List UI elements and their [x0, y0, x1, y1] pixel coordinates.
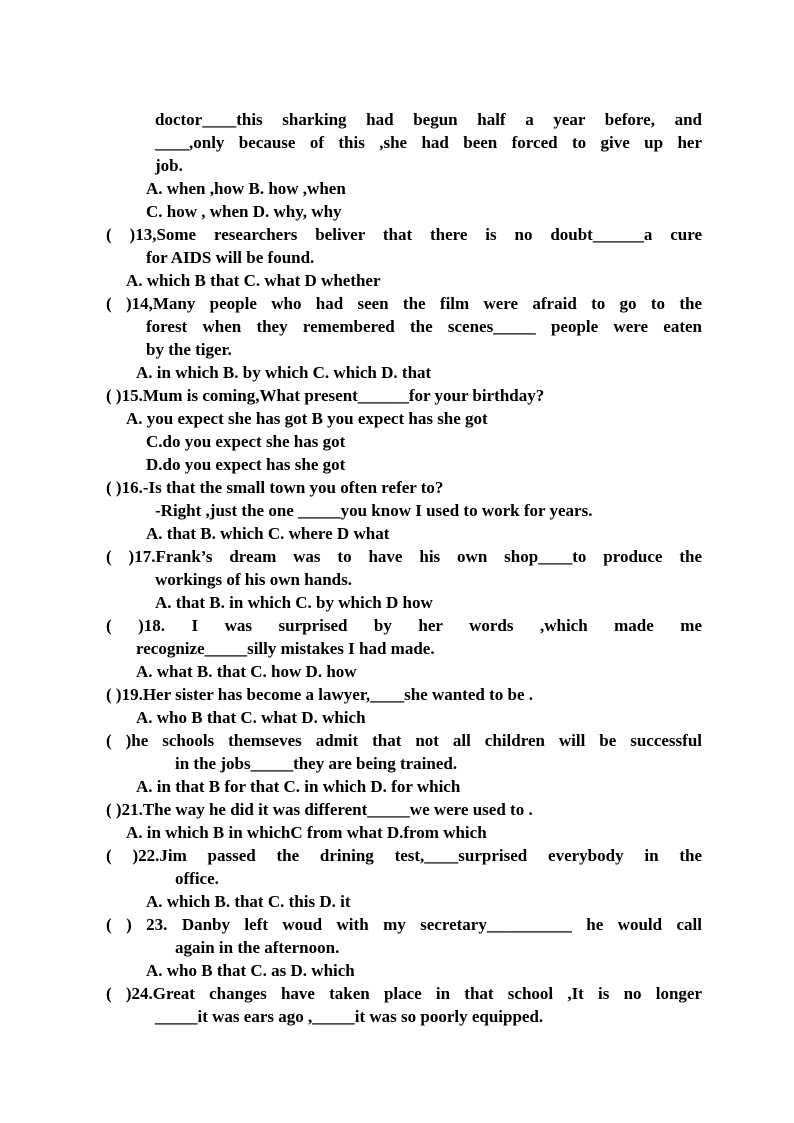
question-12-options-line-1: A. when ,how B. how ,when [146, 179, 346, 198]
question-23-stem-line-2: again in the afternoon. [175, 938, 340, 957]
question-19-options: A. who B that C. what D. which [136, 708, 366, 727]
question-18-options: A. what B. that C. how D. how [136, 662, 357, 681]
question-15-stem: ( )15.Mum is coming,What present______for your birthday? [106, 386, 545, 405]
question-17-stem-line-1: ( )17.Frank’s dream was to have his own shop____to produce the [106, 547, 702, 566]
question-12-stem-line-3: job. [155, 156, 183, 175]
question-15-options-line-3: D.do you expect has she got [146, 455, 346, 474]
question-14-stem-line-2: forest when they remembered the scenes_____ people were eaten [146, 317, 702, 336]
question-16-stem-line-1: ( )16.-Is that the small town you often refer to? [106, 478, 444, 497]
question-20-options: A. in that B for that C. in which D. for which [136, 777, 461, 796]
question-21-options: A. in which B in whichC from what D.from which [126, 823, 487, 842]
question-23-stem-line-1: ( ) 23. Danby left woud with my secretary__________ he would call [106, 915, 702, 934]
question-24-stem-line-2: _____it was ears ago ,_____it was so poorly equipped. [155, 1007, 544, 1026]
question-13-options: A. which B that C. what D whether [126, 271, 381, 290]
question-13-stem-line-1: ( )13,Some researchers beliver that there is no doubt______a cure [106, 225, 702, 244]
question-14-stem-line-1: ( )14,Many people who had seen the film were afraid to go to the [106, 294, 702, 313]
question-18-stem-line-2: recognize_____silly mistakes I had made. [136, 639, 435, 658]
question-20-stem-line-1: ( )he schools themseves admit that not all children will be successful [106, 731, 702, 750]
question-12-stem-line-2: ____,only because of this ,she had been forced to give up her [155, 133, 702, 152]
question-16-options: A. that B. which C. where D what [146, 524, 390, 543]
question-23-options: A. who B that C. as D. which [146, 961, 355, 980]
question-17-options: A. that B. in which C. by which D how [155, 593, 433, 612]
question-16-stem-line-2: -Right ,just the one _____you know I used to work for years. [155, 501, 593, 520]
question-17-stem-line-2: workings of his own hands. [155, 570, 352, 589]
question-22-stem-line-2: office. [175, 869, 219, 888]
question-21-stem: ( )21.The way he did it was different_____we were used to . [106, 800, 533, 819]
question-12-options-line-2: C. how , when D. why, why [146, 202, 342, 221]
question-13-stem-line-2: for AIDS will be found. [146, 248, 315, 267]
question-22-stem-line-1: ( )22.Jim passed the drining test,____surprised everybody in the [106, 846, 702, 865]
question-12-stem-line-1: doctor____this sharking had begun half a year before, and [155, 110, 702, 129]
question-20-stem-line-2: in the jobs_____they are being trained. [175, 754, 458, 773]
question-15-options-line-1: A. you expect she has got B you expect has she got [126, 409, 488, 428]
question-14-options: A. in which B. by which C. which D. that [136, 363, 432, 382]
question-15-options-line-2: C.do you expect she has got [146, 432, 346, 451]
question-19-stem: ( )19.Her sister has become a lawyer,____she wanted to be . [106, 685, 534, 704]
question-18-stem-line-1: ( )18. I was surprised by her words ,which made me [106, 616, 702, 635]
question-14-stem-line-3: by the tiger. [146, 340, 232, 359]
question-24-stem-line-1: ( )24.Great changes have taken place in that school ,It is no longer [106, 984, 702, 1003]
question-22-options: A. which B. that C. this D. it [146, 892, 351, 911]
